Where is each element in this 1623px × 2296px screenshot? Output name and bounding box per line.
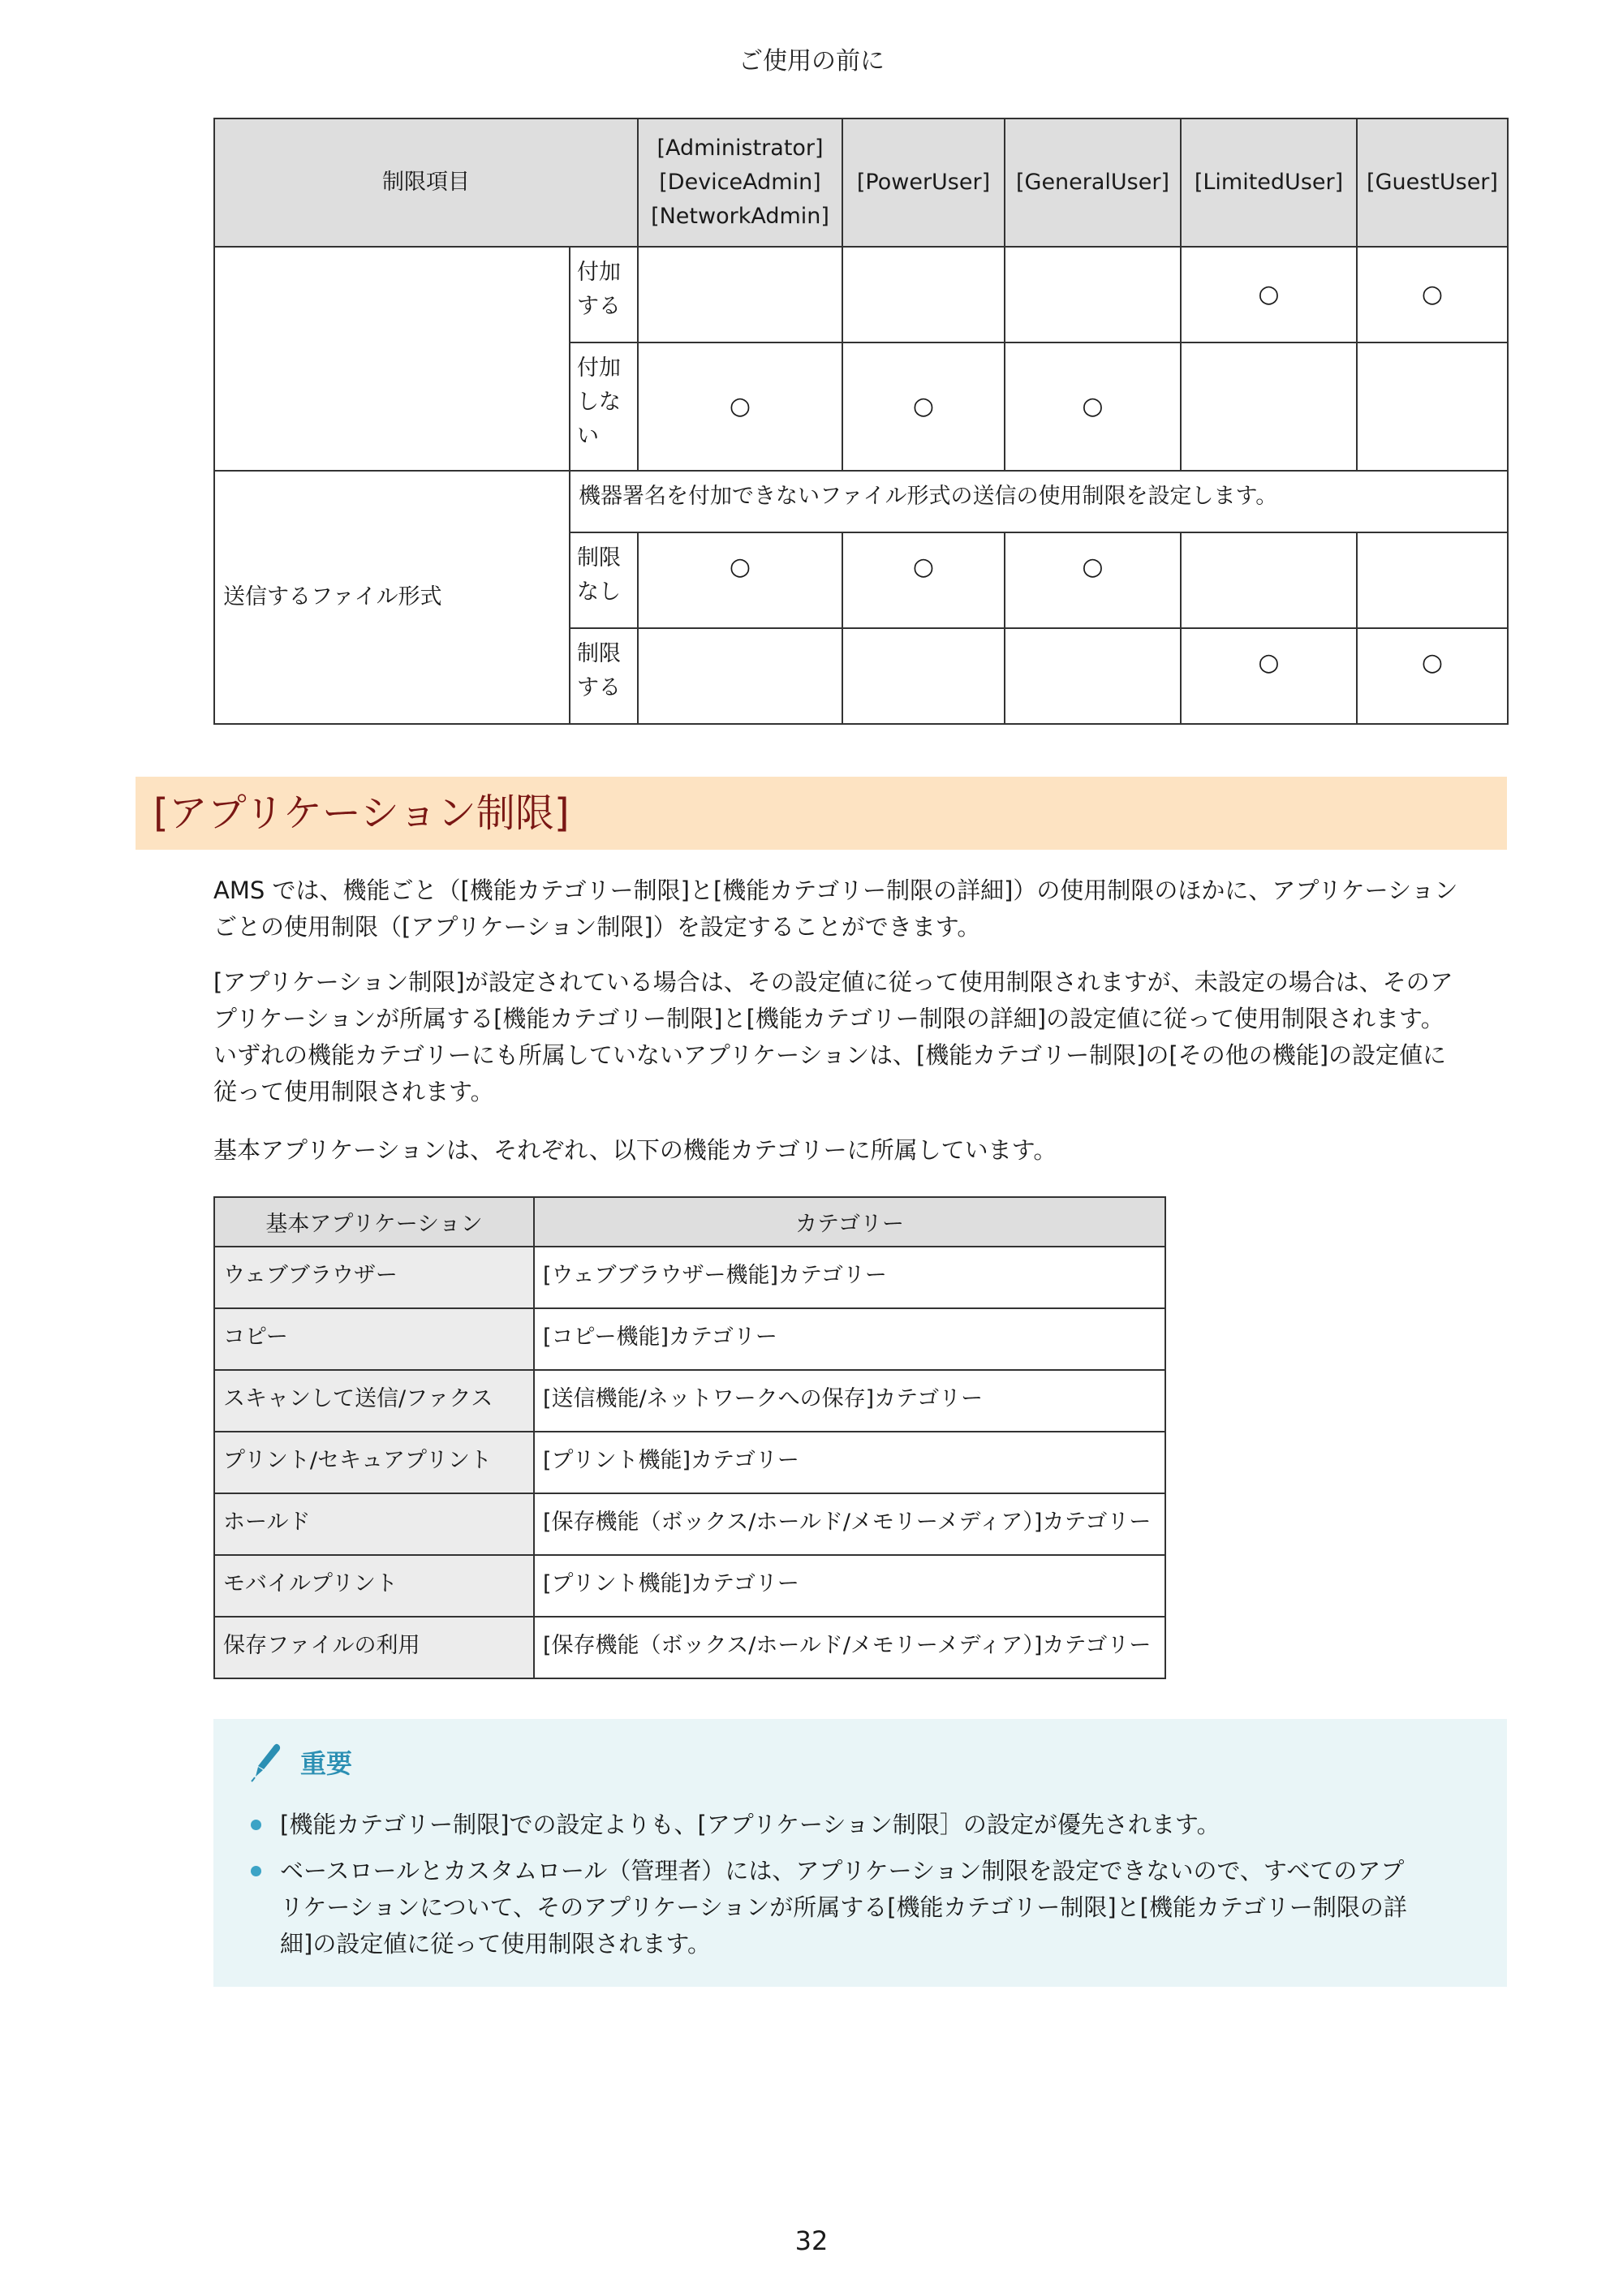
note-title: 重要: [300, 1748, 353, 1779]
sub-item-line: する: [577, 293, 621, 319]
page-number: 32: [794, 2225, 829, 2256]
cell-allowed-mark: ○: [1005, 532, 1181, 628]
app-name-cell: ウェブブラウザー: [214, 1247, 534, 1308]
cell-allowed-mark: ○: [638, 532, 842, 628]
table-row: [214, 1308, 1165, 1370]
cell-empty: [842, 628, 1005, 724]
table-row: [214, 247, 1508, 342]
paragraph-line: [アプリケーション制限]が設定されている場合は、その設定値に従って使用制限されますが、未設定の場合は、そのア: [213, 968, 1453, 996]
table-row: [214, 1247, 1165, 1308]
paragraph-line: プリケーションが所属する[機能カテゴリー制限]と[機能カテゴリー制限の詳細]の設定値に従って使用制限されます。: [213, 1005, 1444, 1032]
app-name-cell: 保存ファイルの利用: [214, 1617, 534, 1678]
col-header-category: カテゴリー: [534, 1197, 1165, 1247]
sub-item-line: しな: [577, 389, 621, 415]
cell-empty: [1005, 247, 1181, 342]
cell-empty: [638, 247, 842, 342]
col-header-guest: [GuestUser]: [1357, 118, 1508, 247]
category-cell: [ウェブブラウザー機能]カテゴリー: [534, 1247, 1165, 1308]
row-description: 機器署名を付加できないファイル形式の送信の使用制限を設定します。: [570, 471, 1508, 532]
table-header-row: [214, 118, 1508, 247]
cell-empty: [638, 628, 842, 724]
sub-item-attach: [570, 247, 638, 342]
table-row: [214, 1555, 1165, 1617]
cell-allowed-mark: ○: [842, 342, 1005, 471]
col-header-power: [PowerUser]: [842, 118, 1005, 247]
note-line: [機能カテゴリー制限]での設定よりも、[アプリケーション制限］の設定が優先されます。: [280, 1811, 1220, 1838]
sub-item-line: なし: [577, 579, 621, 605]
sub-item-line: 制限: [577, 641, 621, 666]
note-line: 細]の設定値に従って使用制限されます。: [280, 1930, 711, 1958]
cell-allowed-mark: ○: [1181, 628, 1357, 724]
note-line: ベースロールとカスタムロール（管理者）には、アプリケーション制限を設定できないので、すべてのアプ: [280, 1857, 1405, 1885]
note-list: [246, 1807, 1447, 1972]
sub-item-line: い: [577, 423, 599, 449]
paragraph-line: いずれの機能カテゴリーにも所属していないアプリケーションは、[機能カテゴリー制限]の[その他の機能]の設定値に: [213, 1041, 1447, 1069]
cell-empty: [1357, 342, 1508, 471]
cell-allowed-mark: ○: [1181, 247, 1357, 342]
note-item: [246, 1807, 1447, 1843]
category-cell: [プリント機能]カテゴリー: [534, 1432, 1165, 1493]
category-cell: [保存機能（ボックス/ホールド/メモリーメディア）]カテゴリー: [534, 1617, 1165, 1678]
empty-label-cell: [214, 247, 570, 471]
col-header-item: 制限項目: [214, 118, 638, 247]
sub-item-restrict: [570, 628, 638, 724]
table-row: [214, 471, 1508, 532]
paragraph-line: ごとの使用制限（[アプリケーション制限]）を設定することができます。: [213, 913, 981, 941]
important-note: [213, 1719, 1507, 1987]
table-row: [214, 1493, 1165, 1555]
table-row: [214, 1370, 1165, 1432]
header-line: [NetworkAdmin]: [651, 203, 829, 229]
paragraph-line: 基本アプリケーションは、それぞれ、以下の機能カテゴリーに所属しています。: [213, 1136, 1057, 1164]
cell-allowed-mark: ○: [638, 342, 842, 471]
paragraph-line: 従って使用制限されます。: [213, 1078, 494, 1105]
cell-empty: [1181, 532, 1357, 628]
sub-item-line: 付加: [577, 260, 621, 285]
paragraph: [213, 964, 1507, 1110]
header-line: [DeviceAdmin]: [659, 170, 821, 196]
sub-item-line: する: [577, 674, 621, 700]
permission-table: [213, 118, 1509, 725]
cell-empty: [842, 247, 1005, 342]
app-name-cell: ホールド: [214, 1493, 534, 1555]
app-name-cell: スキャンして送信/ファクス: [214, 1370, 534, 1432]
table-header-row: [214, 1197, 1165, 1247]
paragraph-line: AMS では、機能ごと（[機能カテゴリー制限]と[機能カテゴリー制限の詳細]）の使用制限のほかに、アプリケーション: [213, 877, 1458, 904]
category-cell: [保存機能（ボックス/ホールド/メモリーメディア）]カテゴリー: [534, 1493, 1165, 1555]
paragraph: [213, 1132, 1507, 1169]
category-cell: [コピー機能]カテゴリー: [534, 1308, 1165, 1370]
section-heading: [アプリケーション制限]: [136, 777, 1507, 850]
app-name-cell: コピー: [214, 1308, 534, 1370]
category-cell: [送信機能/ネットワークへの保存]カテゴリー: [534, 1370, 1165, 1432]
sub-item-no-restrict: [570, 532, 638, 628]
row-label-file-format: 送信するファイル形式: [214, 471, 570, 724]
cell-allowed-mark: ○: [842, 532, 1005, 628]
category-cell: [プリント機能]カテゴリー: [534, 1555, 1165, 1617]
cell-empty: [1005, 628, 1181, 724]
cell-allowed-mark: ○: [1357, 247, 1508, 342]
table-row: [214, 1432, 1165, 1493]
table-row: [214, 1617, 1165, 1678]
pencil-icon: [250, 1742, 282, 1782]
sub-item-line: 制限: [577, 545, 621, 571]
app-name-cell: モバイルプリント: [214, 1555, 534, 1617]
app-category-table: [213, 1196, 1166, 1679]
cell-empty: [1181, 342, 1357, 471]
paragraph: [213, 872, 1507, 946]
col-header-admin: [638, 118, 842, 247]
page-header: ご使用の前に: [738, 47, 885, 75]
sub-item-no-attach: [570, 342, 638, 471]
note-item: [246, 1853, 1447, 1962]
col-header-limited: [LimitedUser]: [1181, 118, 1357, 247]
cell-allowed-mark: ○: [1357, 628, 1508, 724]
sub-item-line: 付加: [577, 355, 621, 381]
header-line: [Administrator]: [657, 136, 824, 162]
app-name-cell: プリント/セキュアプリント: [214, 1432, 534, 1493]
col-header-app: 基本アプリケーション: [214, 1197, 534, 1247]
col-header-general: [GeneralUser]: [1005, 118, 1181, 247]
note-line: リケーションについて、そのアプリケーションが所属する[機能カテゴリー制限]と[機能カテゴリー制限の詳: [280, 1893, 1407, 1921]
cell-empty: [1357, 532, 1508, 628]
cell-allowed-mark: ○: [1005, 342, 1181, 471]
